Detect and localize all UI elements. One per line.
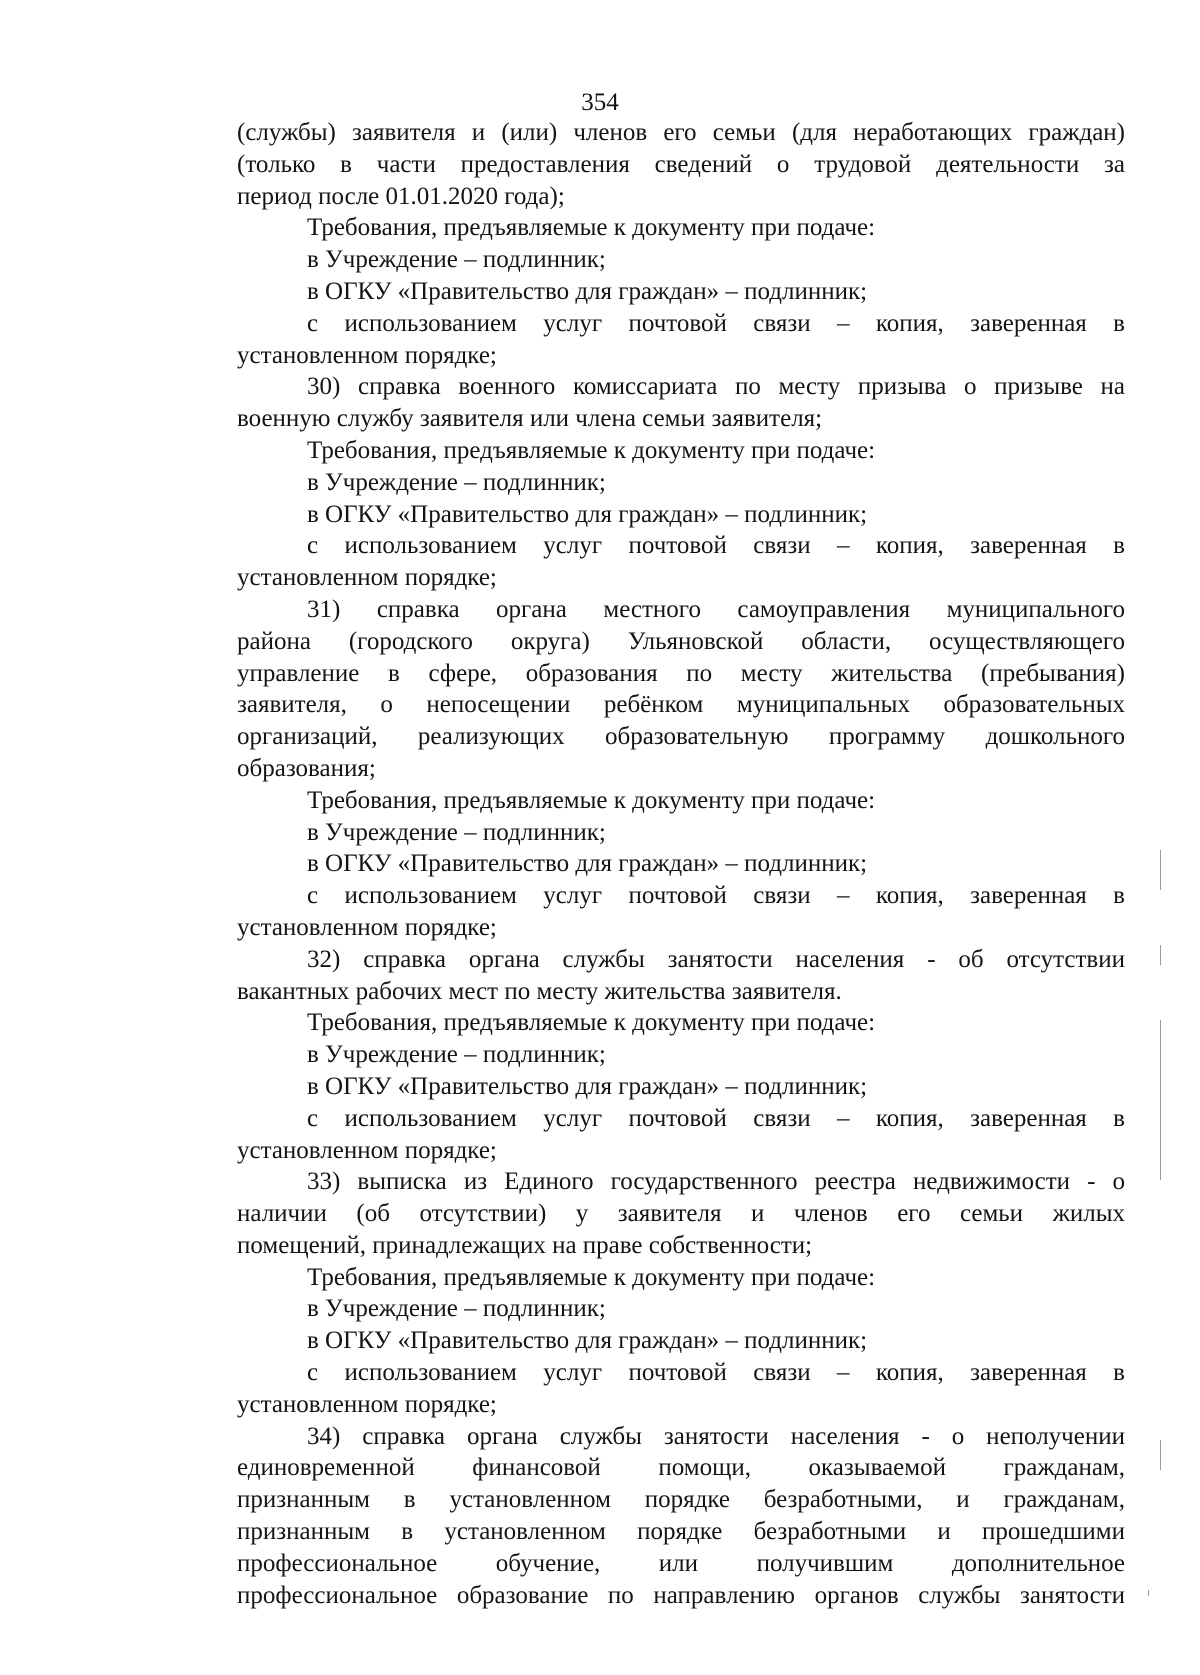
text-line: Требования, предъявляемые к документу при подаче: bbox=[307, 1263, 876, 1291]
text-line: вакантных рабочих мест по месту жительства заявителя. bbox=[237, 977, 842, 1005]
text-line: 31) справка органа местного самоуправления муниципального bbox=[307, 595, 1125, 623]
text-line: в Учреждение – подлинник; bbox=[307, 1041, 606, 1069]
text-line: Требования, предъявляемые к документу при подаче: bbox=[307, 1009, 876, 1037]
document-body bbox=[237, 117, 1125, 1611]
text-line: установленном порядке; bbox=[237, 1136, 497, 1164]
text-line: с использованием услуг почтовой связи – копия, заверенная в bbox=[307, 309, 1125, 337]
text-line: с использованием услуг почтовой связи – копия, заверенная в bbox=[307, 1104, 1125, 1132]
text-line: установленном порядке; bbox=[237, 913, 497, 941]
text-line: Требования, предъявляемые к документу при подаче: bbox=[307, 786, 876, 814]
text-line: с использованием услуг почтовой связи – копия, заверенная в bbox=[307, 1359, 1125, 1387]
text-line: 32) справка органа службы занятости населения - об отсутствии bbox=[307, 945, 1125, 973]
text-line: в ОГКУ «Правительство для граждан» – подлинник; bbox=[307, 277, 868, 305]
text-line: управление в сфере, образования по месту жительства (пребывания) bbox=[237, 659, 1125, 687]
scan-artifact bbox=[1160, 1020, 1161, 1180]
text-line: (службы) заявителя и (или) членов его семьи (для неработающих граждан) bbox=[237, 119, 1125, 146]
text-line: наличии (об отсутствии) у заявителя и членов его семьи жилых bbox=[237, 1200, 1125, 1228]
text-line: установленном порядке; bbox=[237, 1390, 497, 1418]
text-line: образования; bbox=[237, 754, 376, 782]
text-line: с использованием услуг почтовой связи – копия, заверенная в bbox=[307, 882, 1125, 910]
text-line: в Учреждение – подлинник; bbox=[307, 246, 606, 274]
text-line: 30) справка военного комиссариата по месту призыва о призыве на bbox=[307, 373, 1125, 401]
text-line: военную службу заявителя или члена семьи заявителя; bbox=[237, 405, 823, 433]
text-line: (только в части предоставления сведений о трудовой деятельности за bbox=[237, 150, 1125, 178]
text-line: в Учреждение – подлинник; bbox=[307, 1295, 606, 1323]
text-line: Требования, предъявляемые к документу при подаче: bbox=[307, 436, 876, 464]
scan-artifact bbox=[1160, 1440, 1161, 1470]
text-line: единовременной финансовой помощи, оказываемой гражданам, bbox=[237, 1454, 1125, 1482]
text-line: в Учреждение – подлинник; bbox=[307, 818, 606, 846]
text-line: установленном порядке; bbox=[237, 564, 497, 592]
page-number: 354 bbox=[581, 89, 619, 116]
text-line: Требования, предъявляемые к документу при подаче: bbox=[307, 214, 876, 242]
text-line: с использованием услуг почтовой связи – копия, заверенная в bbox=[307, 532, 1125, 560]
text-line: профессиональное обучение, или получившим дополнительное bbox=[237, 1549, 1125, 1577]
text-line: 33) выписка из Единого государственного реестра недвижимости - о bbox=[307, 1168, 1125, 1196]
text-line: организаций, реализующих образовательную программу дошкольного bbox=[237, 723, 1125, 751]
text-line: признанным в установленном порядке безработными и прошедшими bbox=[237, 1518, 1125, 1546]
scan-artifact bbox=[1160, 945, 1161, 965]
text-line: признанным в установленном порядке безработными, и гражданам, bbox=[237, 1486, 1125, 1514]
text-line: период после 01.01.2020 года); bbox=[237, 182, 565, 210]
text-line: в ОГКУ «Правительство для граждан» – подлинник; bbox=[307, 850, 868, 878]
text-line: в ОГКУ «Правительство для граждан» – подлинник; bbox=[307, 1327, 868, 1355]
text-line: профессиональное образование по направлению органов службы занятости bbox=[237, 1581, 1125, 1609]
text-line: в Учреждение – подлинник; bbox=[307, 468, 606, 496]
scan-artifact bbox=[1160, 850, 1161, 890]
text-line: в ОГКУ «Правительство для граждан» – подлинник; bbox=[307, 1072, 868, 1100]
text-line: 34) справка органа службы занятости населения - о неполучении bbox=[307, 1422, 1125, 1450]
text-line: в ОГКУ «Правительство для граждан» – подлинник; bbox=[307, 500, 868, 528]
text-line: района (городского округа) Ульяновской области, осуществляющего bbox=[237, 627, 1125, 655]
text-line: помещений, принадлежащих на праве собственности; bbox=[237, 1231, 813, 1259]
text-line: заявителя, о непосещении ребёнком муниципальных образовательных bbox=[237, 691, 1125, 719]
scan-artifact bbox=[1148, 1590, 1149, 1596]
text-line: установленном порядке; bbox=[237, 341, 497, 369]
